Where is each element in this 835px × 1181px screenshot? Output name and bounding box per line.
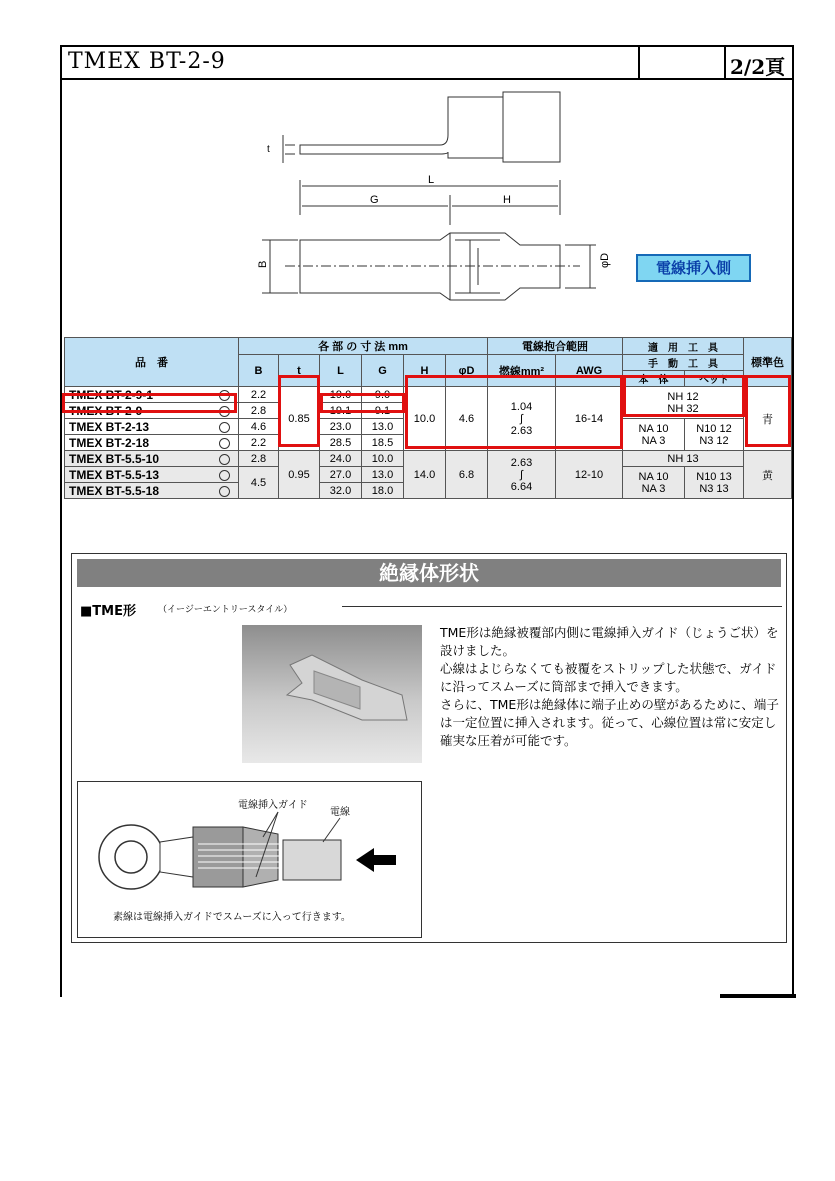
B-cell: 4.6 <box>239 419 279 435</box>
mm2-cell: 2.63 ∫ 6.64 <box>488 451 556 499</box>
color-cell: 黄 <box>744 451 792 499</box>
illustration-caption: 素線は電線挿入ガイドでスムーズに入って行きます。 <box>113 912 351 923</box>
part-name-cell: TMEX BT-2-9-1 <box>65 387 239 403</box>
part-name-cell: TMEX BT-5.5-10 <box>65 451 239 467</box>
section-banner: 絶縁体形状 <box>77 559 781 587</box>
B-cell: 2.8 <box>239 451 279 467</box>
dim-H-label: H <box>503 194 511 206</box>
col-header-name: 品 番 <box>65 338 239 387</box>
L-cell: 19.1 <box>320 403 362 419</box>
col-header-mm2: 撚線mm² <box>488 355 556 387</box>
col-header-awg: AWG <box>556 355 623 387</box>
L-cell: 24.0 <box>320 451 362 467</box>
G-cell: 18.0 <box>362 483 404 499</box>
L-cell: 28.5 <box>320 435 362 451</box>
subsection-note: （イージーエントリースタイル） <box>158 605 293 615</box>
head-cell: N10 12 N3 12 <box>685 419 744 451</box>
D-cell: 4.6 <box>446 387 488 451</box>
part-name-cell: TMEX BT-2-9 <box>65 403 239 419</box>
G-cell: 9.0 <box>362 387 404 403</box>
page-number: 2/2頁 <box>730 55 786 79</box>
table-row <box>65 451 792 467</box>
part-name-cell: TMEX BT-5.5-18 <box>65 483 239 499</box>
G-cell: 18.5 <box>362 435 404 451</box>
wire-label: 電線 <box>330 807 350 818</box>
D-cell: 6.8 <box>446 451 488 499</box>
awg-cell: 16-14 <box>556 387 623 451</box>
highlight-row <box>62 393 237 413</box>
dim-D-label: φD <box>599 252 611 268</box>
col-header-head: ヘッド <box>685 371 744 387</box>
B-cell: 2.2 <box>239 435 279 451</box>
B-cell: 4.5 <box>239 467 279 499</box>
highlight-LG <box>320 393 405 413</box>
top-view <box>283 92 560 163</box>
L-cell: 23.0 <box>320 419 362 435</box>
col-header-H: H <box>404 355 446 387</box>
G-cell: 13.0 <box>362 419 404 435</box>
dim-B-label: B <box>257 260 269 268</box>
dimension-lines <box>300 180 560 225</box>
col-header-B: B <box>239 355 279 387</box>
H-cell: 14.0 <box>404 451 446 499</box>
color-cell: 青 <box>744 387 792 451</box>
G-cell: 9.1 <box>362 403 404 419</box>
t-cell: 0.85 <box>279 387 320 451</box>
col-header-dims: 各 部 の 寸 法 mm <box>239 338 488 355</box>
body-cell: NA 10 NA 3 <box>623 467 685 499</box>
guide-diagram <box>78 782 421 937</box>
terminal-photo-shape <box>242 625 422 763</box>
part-name-cell: TMEX BT-2-18 <box>65 435 239 451</box>
dim-t-label: t <box>267 144 270 155</box>
col-header-color: 標準色 <box>744 338 792 387</box>
terminal-photo <box>242 625 422 763</box>
side-view <box>262 233 596 300</box>
t-cell: 0.95 <box>279 451 320 499</box>
col-header-D: φD <box>446 355 488 387</box>
guide-label: 電線挿入ガイド <box>238 800 308 811</box>
document-title: TMEX BT-2-9 <box>68 49 226 74</box>
awg-cell: 12-10 <box>556 451 623 499</box>
body-cell: NA 10 NA 3 <box>623 419 685 451</box>
col-header-tool: 適 用 工 具 <box>623 338 744 355</box>
col-header-range: 電線抱合範囲 <box>488 338 623 355</box>
part-name-cell: TMEX BT-2-13 <box>65 419 239 435</box>
description: TME形は絶縁被覆部内側に電線挿入ガイド（じょうご状）を設けました。 心線はよじらなくても被覆をストリップした状態で、ガイドに沿ってスムーズに筒部まで挿入できます。 さらに、TME形は絶縁体に端子止めの壁があるために、端子は一定位置に挿入されます。従って、心線位置は常に安定し確実な圧着が可能です。 <box>440 625 779 748</box>
highlight-t <box>278 375 320 447</box>
footer-bar <box>720 994 796 998</box>
highlight-color <box>745 375 791 447</box>
dim-G-label: G <box>370 194 379 206</box>
head-cell: N10 13 N3 13 <box>685 467 744 499</box>
tool-cell: NH 13 <box>623 451 744 467</box>
highlight-tool <box>623 375 745 417</box>
L-cell: 19.0 <box>320 387 362 403</box>
col-header-hand: 手 動 工 具 <box>623 355 744 371</box>
dim-L-label: L <box>428 174 435 186</box>
B-cell: 2.8 <box>239 403 279 419</box>
H-cell: 10.0 <box>404 387 446 451</box>
L-cell: 32.0 <box>320 483 362 499</box>
divider <box>342 606 782 607</box>
tool-cell: NH 12 NH 32 <box>623 387 744 419</box>
L-cell: 27.0 <box>320 467 362 483</box>
col-header-G: G <box>362 355 404 387</box>
G-cell: 13.0 <box>362 467 404 483</box>
highlight-range <box>405 375 623 449</box>
mm2-cell: 1.04 ∫ 2.63 <box>488 387 556 451</box>
B-cell: 2.2 <box>239 387 279 403</box>
col-header-body: 本 体 <box>623 371 685 387</box>
col-header-L: L <box>320 355 362 387</box>
subsection-title: ■TME形 <box>80 604 136 619</box>
guide-illustration <box>77 781 422 938</box>
part-name-cell: TMEX BT-5.5-13 <box>65 467 239 483</box>
tme-section <box>71 553 787 943</box>
G-cell: 10.0 <box>362 451 404 467</box>
col-header-t: t <box>279 355 320 387</box>
insert-side-label: 電線挿入側 <box>636 254 751 282</box>
